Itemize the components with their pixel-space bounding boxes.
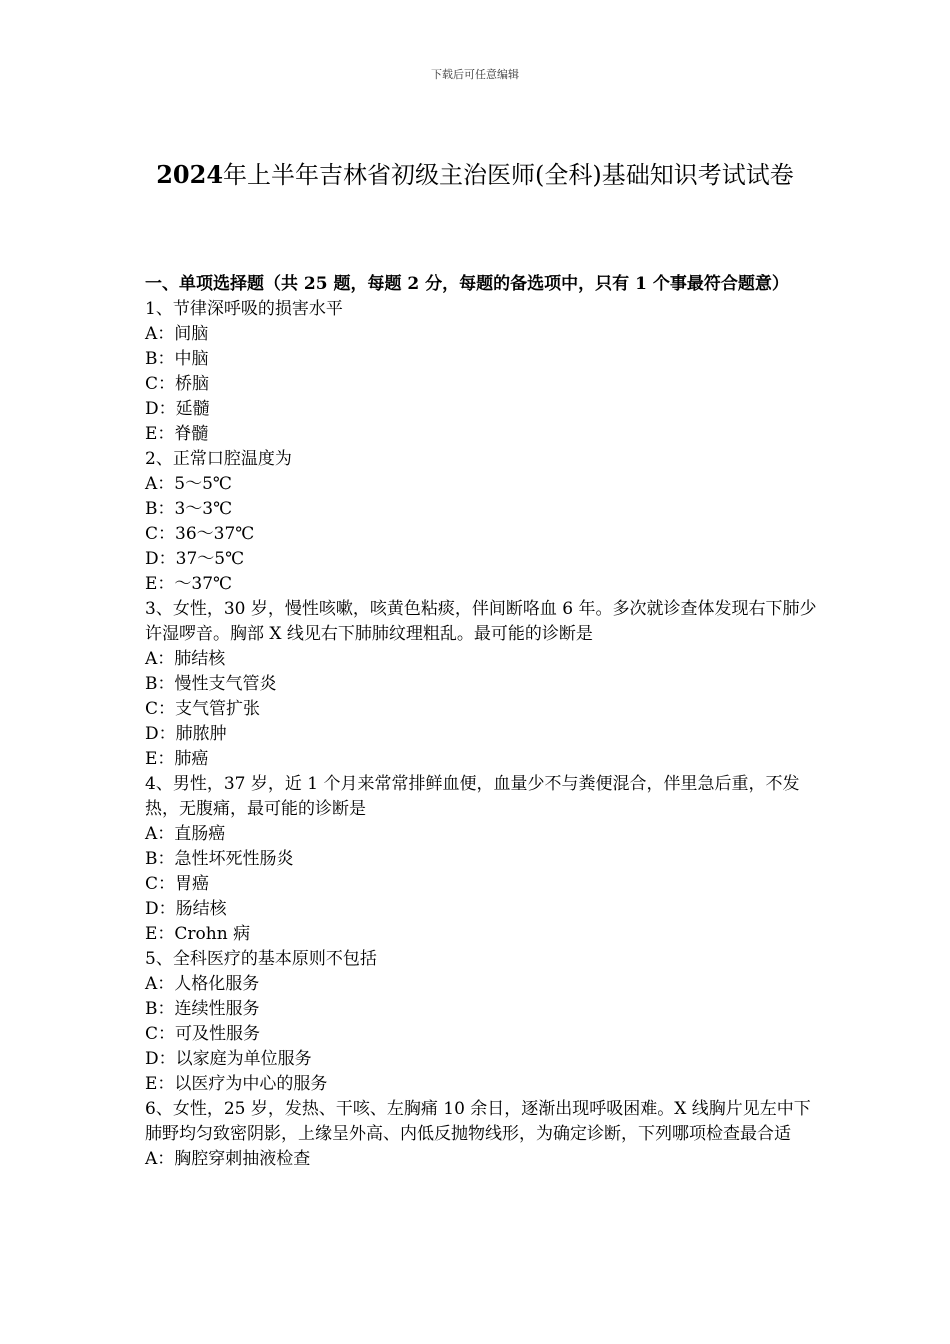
answer-option: A：胸腔穿刺抽液检查 <box>145 1149 311 1169</box>
answer-option: E：Crohn 病 <box>145 924 251 944</box>
title-year: 2024 <box>156 160 224 189</box>
question-stem: 1、节律深呼吸的损害水平 <box>145 299 343 319</box>
document-body <box>145 272 817 1172</box>
answer-option: A：5～5℃ <box>145 474 232 494</box>
answer-option: B：急性坏死性肠炎 <box>145 849 294 869</box>
question-4 <box>145 772 817 947</box>
question-1 <box>145 297 817 447</box>
answer-option: C：支气管扩张 <box>145 699 261 719</box>
question-5 <box>145 947 817 1097</box>
header-note: 下载后可任意编辑 <box>431 68 519 81</box>
answer-option: E：脊髓 <box>145 424 209 444</box>
section-heading: 一、单项选择题（共 25 题，每题 2 分，每题的备选项中，只有 1 个事最符合题意） <box>145 274 789 294</box>
question-stem: 2、正常口腔温度为 <box>145 449 292 469</box>
answer-option: E：～37℃ <box>145 574 233 594</box>
answer-option: C：桥脑 <box>145 374 210 394</box>
question-stem: 3、女性，30 岁，慢性咳嗽，咳黄色粘痰，伴间断咯血 6 年。多次就诊查体发现右下肺少许湿啰音。胸部 X 线见右下肺肺纹理粗乱。最可能的诊断是 <box>145 599 817 644</box>
answer-option: B：中脑 <box>145 349 209 369</box>
answer-option: A：直肠癌 <box>145 824 226 844</box>
answer-option: D：肠结核 <box>145 899 227 919</box>
answer-option: B：3～3℃ <box>145 499 233 519</box>
answer-option: C：36～37℃ <box>145 524 255 544</box>
answer-option: A：肺结核 <box>145 649 226 669</box>
answer-option: D：以家庭为单位服务 <box>145 1049 312 1069</box>
answer-option: D：肺脓肿 <box>145 724 227 744</box>
answer-option: D：延髓 <box>145 399 210 419</box>
answer-option: D：37～5℃ <box>145 549 245 569</box>
answer-option: B：连续性服务 <box>145 999 260 1019</box>
question-stem: 6、女性，25 岁，发热、干咳、左胸痛 10 余日，逐渐出现呼吸困难。X 线胸片见左中下肺野均匀致密阴影，上缘呈外高、内低反抛物线形，为确定诊断，下列哪项检查最合适 <box>145 1099 811 1144</box>
answer-option: E：以医疗为中心的服务 <box>145 1074 328 1094</box>
question-stem: 4、男性，37 岁，近 1 个月来常常排鲜血便，血量少不与粪便混合，伴里急后重，不发热，无腹痛，最可能的诊断是 <box>145 774 800 819</box>
document-title <box>140 150 810 200</box>
title-text: 年上半年吉林省初级主治医师(全科)基础知识考试试卷 <box>223 161 794 189</box>
question-stem: 5、全科医疗的基本原则不包括 <box>145 949 377 969</box>
question-list <box>145 297 817 1172</box>
answer-option: E：肺癌 <box>145 749 209 769</box>
question-3 <box>145 597 817 772</box>
answer-option: C：可及性服务 <box>145 1024 261 1044</box>
answer-option: A：人格化服务 <box>145 974 260 994</box>
answer-option: B：慢性支气管炎 <box>145 674 277 694</box>
answer-option: A：间脑 <box>145 324 209 344</box>
question-2 <box>145 447 817 597</box>
question-6 <box>145 1097 817 1172</box>
answer-option: C：胃癌 <box>145 874 210 894</box>
